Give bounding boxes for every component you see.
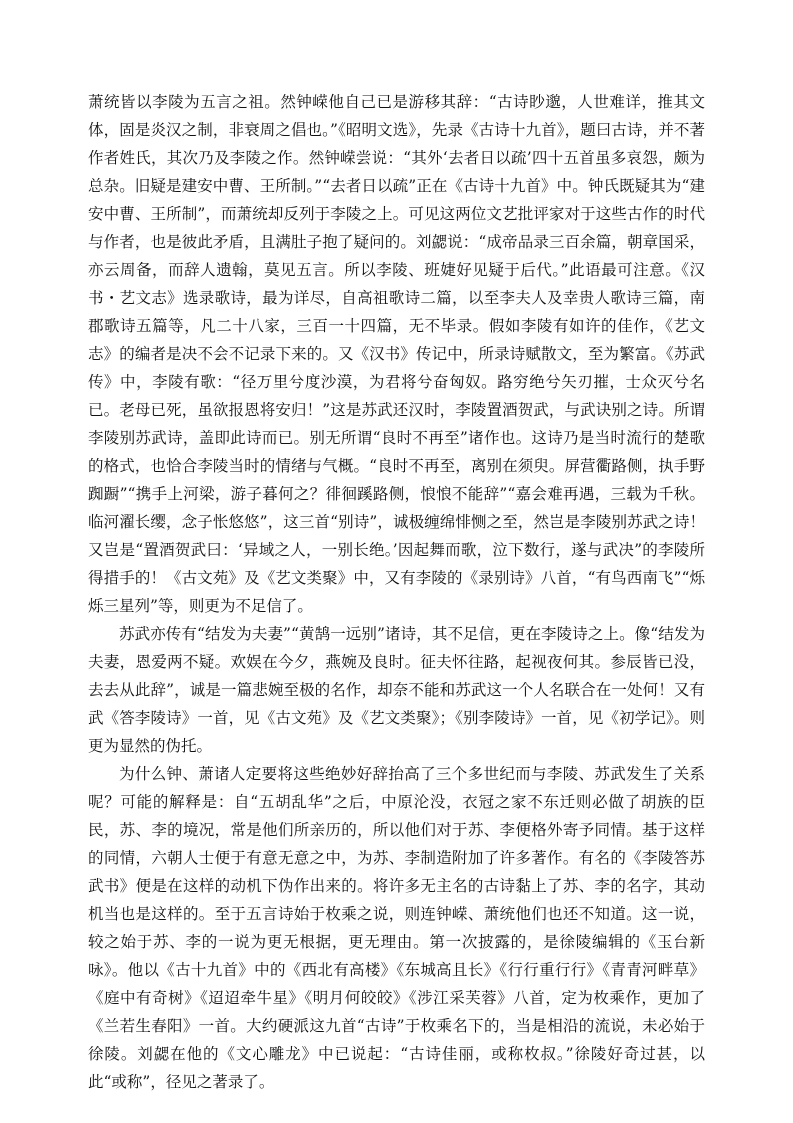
paragraph-1: 萧统皆以李陵为五言之祖。然钟嵘他自己已是游移其辞：“古诗眇邈，人世难详，推其文体，固是炎汉之制，非衰周之倡也。”《昭明文选》，先录《古诗十九首》，题曰古诗，并不著作者姓氏，其次乃及李陵之作。然钟嵘尝说：“其外‘去者日以疏’四十五首虽多哀怨，颇为总杂。旧疑是建安中曹、王所制。”“去者日以疏”正在《古诗十九首》中。钟氏既疑其为“建安中曹、王所制”，而萧统却反列于李陵之上。可见这两位文艺批评家对于这些古作的时代与作者，也是彼此矛盾，且满肚子抱了疑问的。刘勰说：“成帝品录三百余篇，朝章国采，亦云周备，而辞人遗翰，莫见五言。所以李陵、班婕好见疑于后代。”此语最可注意。《汉书・艺文志》选录歌诗，最为详尽，自高祖歌诗二篇，以至李夫人及幸贵人歌诗三篇，南郡歌诗五篇等，凡二十八家，三百一十四篇，无不毕录。假如李陵有如许的佳作，《艺文志》的编者是决不会不记录下来的。又《汉书》传记中，所录诗赋散文，至为繁富。《苏武传》中，李陵有歌：“径万里兮度沙漠，为君将兮奋匈奴。路穷绝兮矢刃摧，士众灭兮名已。老母已死，虽欲报恩将安归！”这是苏武还汉时，李陵置酒贺武，与武诀别之诗。所谓李陵别苏武诗，盖即此诗而已。别无所谓“良时不再至”诸作也。这诗乃是当时流行的楚歌的格式，也恰合李陵当时的情绪与气概。“良时不再至，离别在须臾。屏营衢路侧，执手野踟蹰”“携手上河梁，游子暮何之？徘徊蹊路侧，悢悢不能辞”“嘉会难再遇，三载为千秋。临河濯长缨，念子怅悠悠”，这三首“别诗”，诚极缠绵悱恻之至，然岂是李陵别苏武之诗！又岂是“置酒贺武曰：‘异域之人，一别长绝。’因起舞而歌，泣下数行，遂与武决”的李陵所得措手的！《古文苑》及《艺文类聚》中，又有李陵的《录别诗》八首，“有鸟西南飞”“烁烁三星列”等，则更为不足信了。 — [88, 93, 705, 615]
paragraph-2: 苏武亦传有“结发为夫妻”“黄鹄一远别”诸诗，其不足信，更在李陵诗之上。像“结发为夫妻，恩爱两不疑。欢娱在今夕，燕婉及良时。征夫怀往路，起视夜何其。参辰皆已没，去去从此辞”，诚是一篇悲婉至极的名作，却奈不能和苏武这一个人名联合在一处何！又有武《答李陵诗》一首，见《古文苑》及《艺文类聚》；《别李陵诗》一首，见《初学记》。则更为显然的伪托。 — [88, 625, 705, 755]
paragraph-3: 为什么钟、萧诸人定要将这些绝妙好辞抬高了三个多世纪而与李陵、苏武发生了关系呢？可能的解释是：自“五胡乱华”之后，中原沦没，衣冠之家不东迁则必做了胡族的臣民，苏、李的境况，常是他们所亲历的，所以他们对于苏、李便格外寄予同情。基于这样的同情，六朝人士便于有意无意之中，为苏、李制造附加了许多著作。有名的《李陵答苏武书》便是在这样的动机下伪作出来的。将许多无主名的古诗黏上了苏、李的名字，其动机当也是这样的。至于五言诗始于枚乘之说，则连钟嵘、萧统他们也还不知道。这一说，较之始于苏、李的一说为更无根据，更无理由。第一次披露的，是徐陵编辑的《玉台新咏》。他以《古十九首》中的《西北有高楼》《东城高且长》《行行重行行》《青青河畔草》《庭中有奇树》《迢迢牵牛星》《明月何皎皎》《涉江采芙蓉》八首，定为枚乘作，更加了《兰若生春阳》一首。大约硬派这九首“古诗”于枚乘名下的，当是相沿的流说，未必始于徐陵。刘勰在他的《文心雕龙》中已说起：“古诗佳丽，或称枚叔。”徐陵好奇过甚，以此“或称”，径见之著录了。 — [88, 765, 705, 1091]
document-page — [88, 88, 705, 1096]
